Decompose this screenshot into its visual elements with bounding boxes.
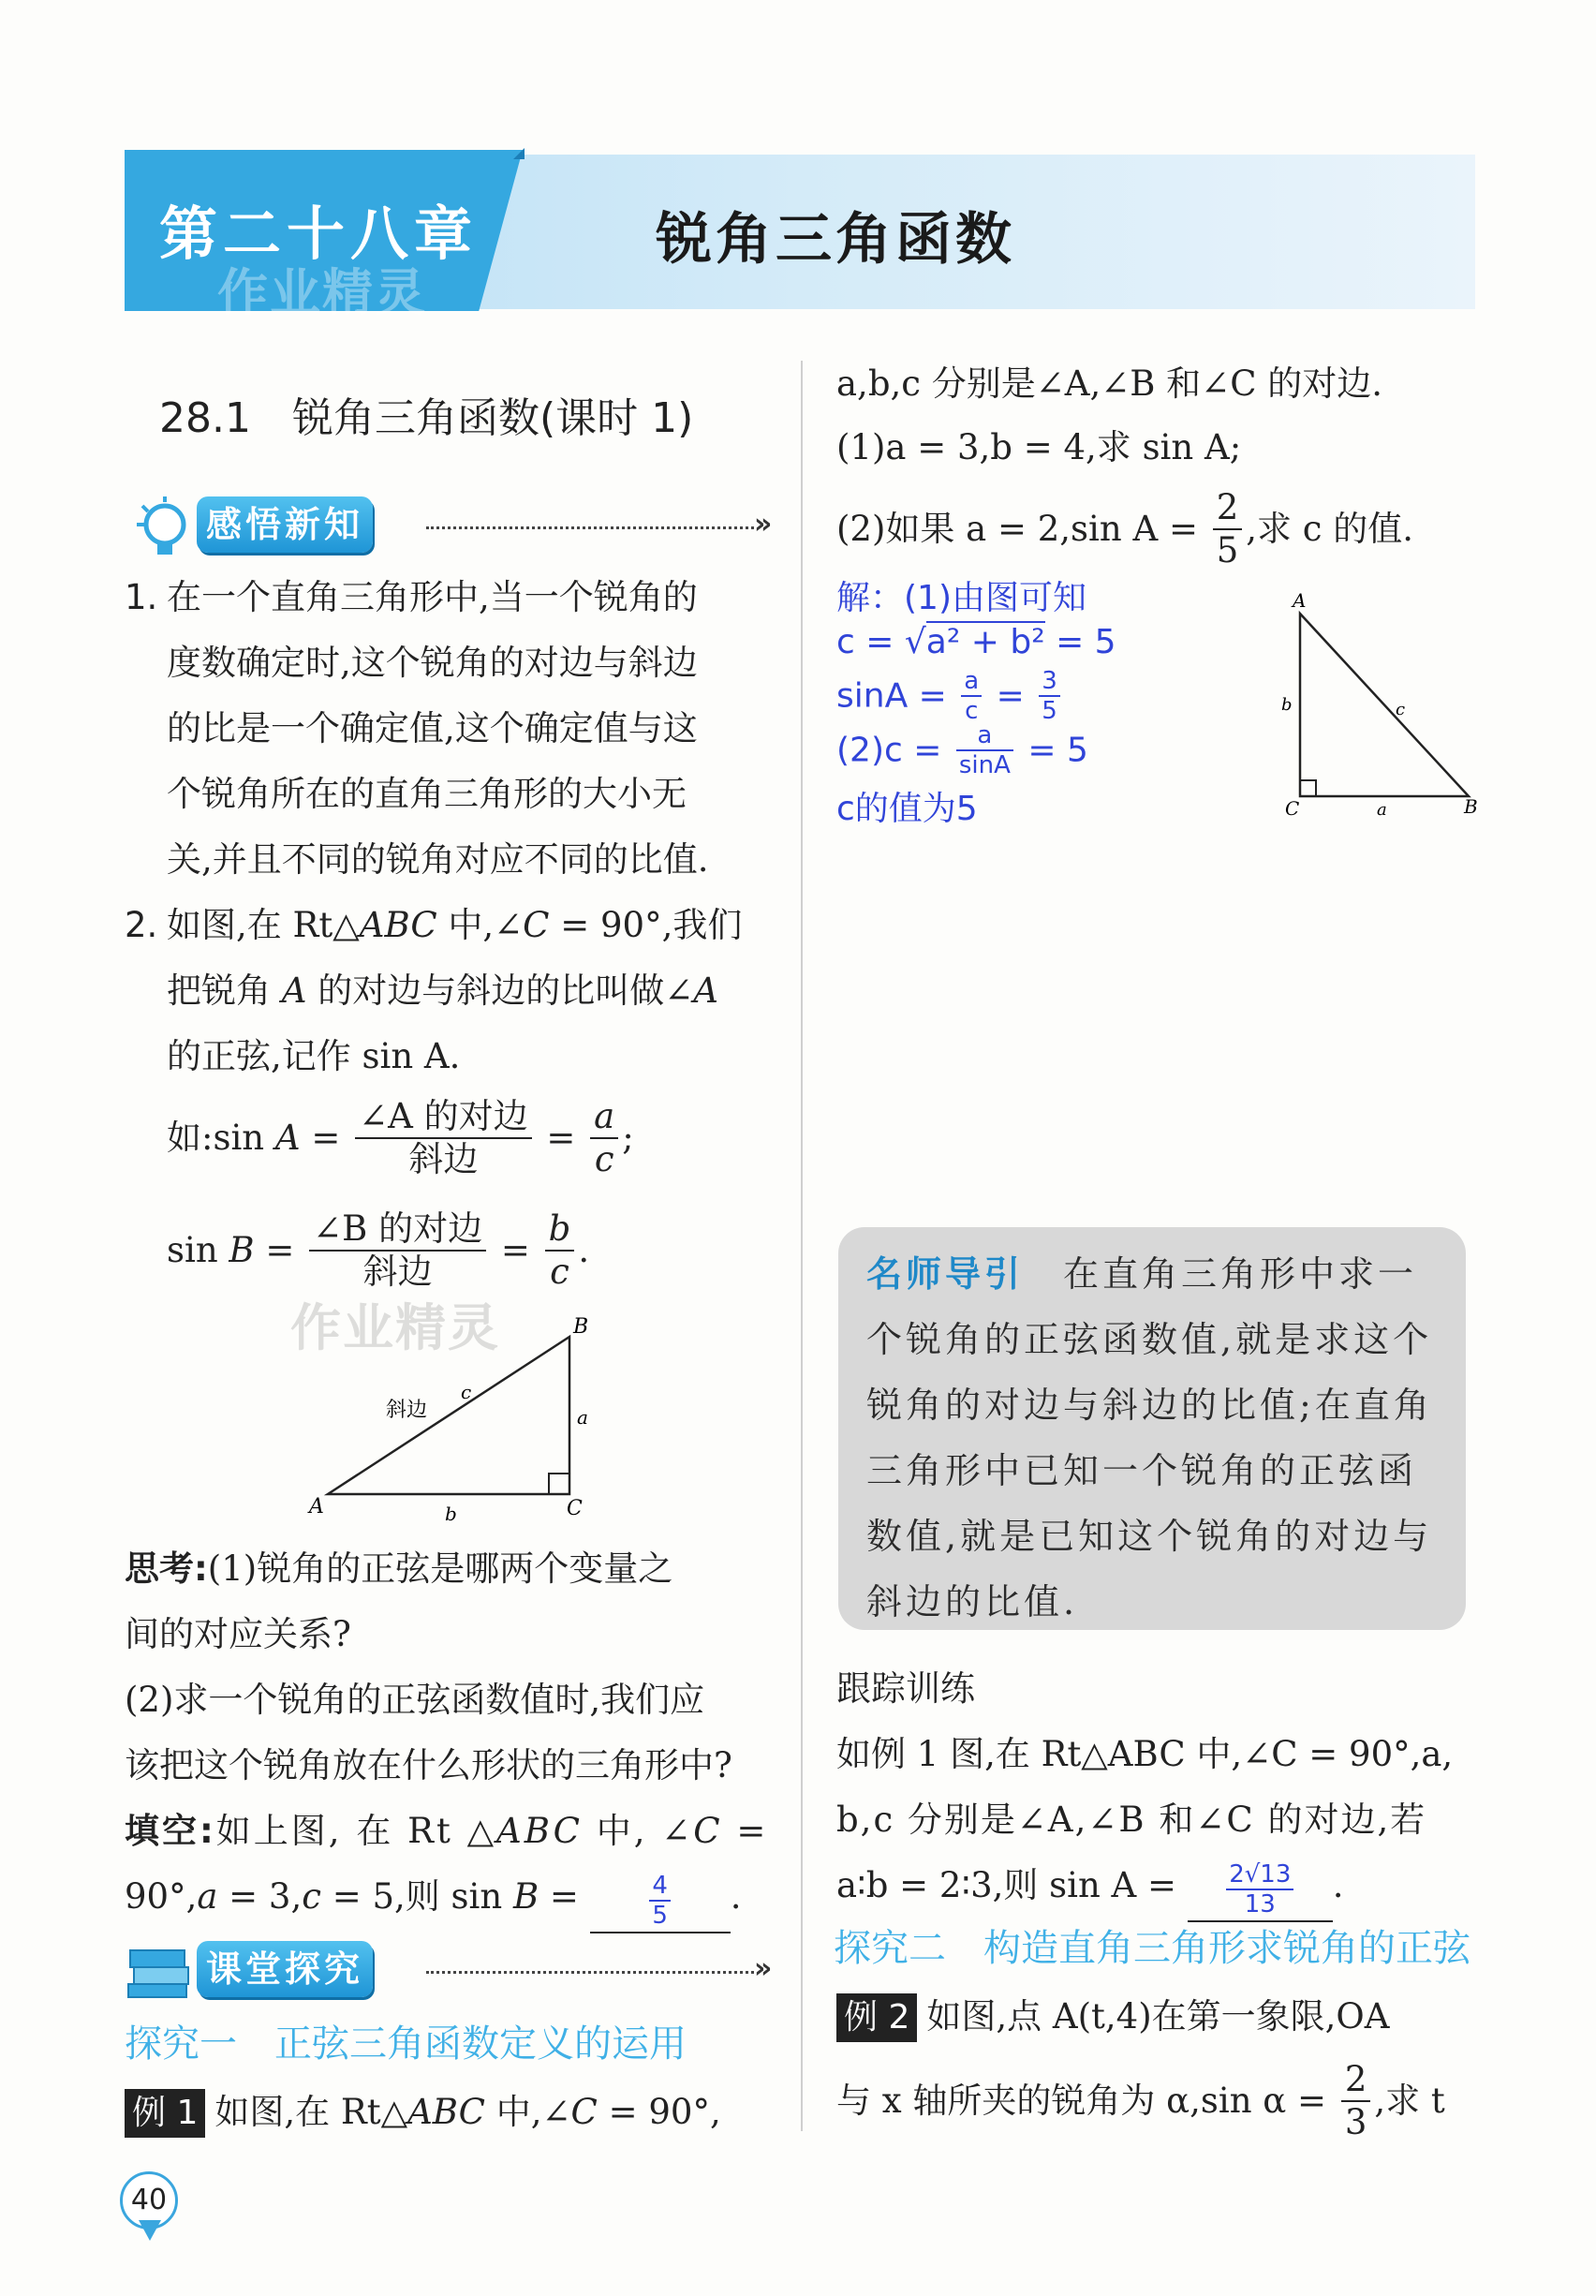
- badge-classroom-explore: 课堂探究: [197, 1941, 373, 1997]
- label-vertex-b: B: [573, 1315, 589, 1339]
- label-side-c: c: [461, 1381, 472, 1403]
- badge-new-knowledge: 感悟新知: [197, 496, 373, 553]
- fill-line2: 90°,a = 3,c = 5,则 sin B = $\frac{4}{5}$ .: [125, 1864, 741, 1933]
- item1-line4: 个锐角所在的直角三角形的大小无: [167, 774, 687, 814]
- dotted-leader: [426, 526, 754, 529]
- example2-line2: 与 x 轴所夹的锐角为 α,sin α = $\frac{2}{3}$ ,求 t: [836, 2059, 1445, 2142]
- label-vertex-b-2: B: [1464, 795, 1478, 818]
- item1-line3: 的比是一个确定值,这个确定值与这: [167, 708, 698, 748]
- formula-sin-a: 如:sin A = $\frac{\text{∠A 的对边}}{\text{斜边}}$ = $\frac{a}{c}$ ;: [167, 1096, 634, 1179]
- label-side-c-2: c: [1396, 700, 1406, 719]
- dotted-leader-2: [426, 1971, 754, 1974]
- item2-line1: 如图,在 Rt△ABC 中,∠C = 90°,我们: [167, 905, 743, 945]
- page-number-tail: [139, 2220, 161, 2241]
- practice-line3: a∶b = 2∶3,则 sin A = $\frac{2√13}{13}$ .: [836, 1853, 1344, 1922]
- think-line4: 该把这个锐角放在什么形状的三角形中?: [125, 1745, 732, 1785]
- label-side-b-2: b: [1281, 695, 1293, 715]
- fill-line1: 填空:如上图, 在 Rt △ABC 中, ∠C =: [125, 1811, 769, 1851]
- item1-line1: 在一个直角三角形中,当一个锐角的: [167, 577, 698, 617]
- example2-line1: 例 2 如图,点 A(t,4)在第一象限,OA: [836, 1984, 1389, 2050]
- example2-tag: 例 2: [836, 1993, 917, 2042]
- ex1-cont-line2: (1)a = 3,b = 4,求 sin A;: [836, 427, 1242, 467]
- triangle-figure-1: [300, 1307, 609, 1532]
- double-arrow-icon-2: »: [754, 1952, 773, 1985]
- page-number: 40: [120, 2171, 178, 2229]
- item2-line3: 的正弦,记作 sin A.: [167, 1036, 461, 1076]
- think-line3: (2)求一个锐角的正弦函数值时,我们应: [125, 1680, 705, 1720]
- solution-line5: c的值为5: [836, 790, 978, 828]
- column-divider: [801, 361, 803, 2131]
- item1-line5: 关,并且不同的锐角对应不同的比值.: [167, 839, 709, 880]
- practice-line1: 如例 1 图,在 Rt△ABC 中,∠C = 90°,a,: [836, 1734, 1454, 1774]
- triangle-shape-2: [1300, 614, 1469, 796]
- item1-line2: 度数确定时,这个锐角的对边与斜边: [167, 643, 698, 683]
- label-vertex-c: C: [567, 1497, 583, 1520]
- think-line1: 思考:(1)锐角的正弦是哪两个变量之: [125, 1548, 673, 1589]
- ex1-cont-line1: a,b,c 分别是∠A,∠B 和∠C 的对边.: [836, 363, 1383, 404]
- right-angle-mark: [549, 1474, 569, 1494]
- item2-number: 2.: [125, 905, 158, 945]
- chapter-label: 第二十八章: [159, 200, 479, 268]
- right-angle-mark-2: [1300, 780, 1316, 796]
- triangle-shape: [328, 1337, 569, 1494]
- teacher-tip-text: 名师导引 在直角三角形中求一个锐角的正弦函数值,就是求这个锐角的对边与斜边的比值;在直角三角形中已知一个锐角的正弦函数值,就是已知这个锐角的对边与斜边的比值.: [866, 1253, 1433, 1622]
- practice-line2: b,c 分别是∠A,∠B 和∠C 的对边,若: [836, 1800, 1427, 1840]
- watermark-2: 作业精灵: [290, 1298, 500, 1357]
- lightbulb-icon: [129, 495, 195, 560]
- explore-1-title: 探究一 正弦三角函数定义的运用: [125, 2022, 687, 2066]
- label-side-b: b: [445, 1503, 457, 1525]
- label-vertex-c-2: C: [1285, 797, 1300, 820]
- triangle-figure-2: [1274, 590, 1489, 824]
- explore-2-title: 探究二 构造直角三角形求锐角的正弦: [834, 1927, 1470, 1970]
- item1-number: 1.: [125, 577, 158, 617]
- example1-line: 例 1 如图,在 Rt△ABC 中,∠C = 90°,: [125, 2080, 721, 2145]
- chapter-title: 锐角三角函数: [656, 207, 1015, 273]
- solution-line4: (2)c = $\frac{a}{\sin A}$ = 5: [836, 721, 1088, 779]
- solution-line3: sinA = $\frac{a}{c}$ = $\frac{3}{5}$: [836, 667, 1064, 725]
- practice-title: 跟踪训练: [836, 1668, 975, 1709]
- item2-line2: 把锐角 A 的对边与斜边的比叫做∠A: [167, 970, 718, 1011]
- label-hypotenuse: 斜边: [386, 1399, 428, 1422]
- double-arrow-icon: »: [754, 508, 773, 541]
- label-vertex-a-2: A: [1293, 590, 1307, 612]
- ex1-cont-line3: (2)如果 a = 2,sin A = $\frac{2}{5}$ ,求 c 的值.: [836, 487, 1414, 570]
- label-vertex-a: A: [309, 1495, 324, 1518]
- section-title: 28.1 锐角三角函数(课时 1): [159, 394, 694, 442]
- books-icon: [126, 1937, 196, 1999]
- watermark: 作业精灵: [217, 263, 427, 322]
- label-side-a: a: [577, 1406, 588, 1429]
- fill-answer-blank: $\frac{4}{5}$: [590, 1866, 731, 1933]
- practice-answer-blank: $\frac{2√13}{13}$: [1188, 1855, 1333, 1922]
- solution-line2: c = √a² + b² = 5: [836, 623, 1116, 661]
- formula-sin-b: sin B = $\frac{\text{∠B 的对边}}{\text{斜边}}$ = $\frac{b}{c}$ .: [167, 1208, 590, 1292]
- example1-tag: 例 1: [125, 2089, 205, 2138]
- think-line2: 间的对应关系?: [125, 1614, 351, 1654]
- solution-line1: 解：(1)由图可知: [836, 579, 1086, 617]
- label-side-a-2: a: [1377, 800, 1387, 820]
